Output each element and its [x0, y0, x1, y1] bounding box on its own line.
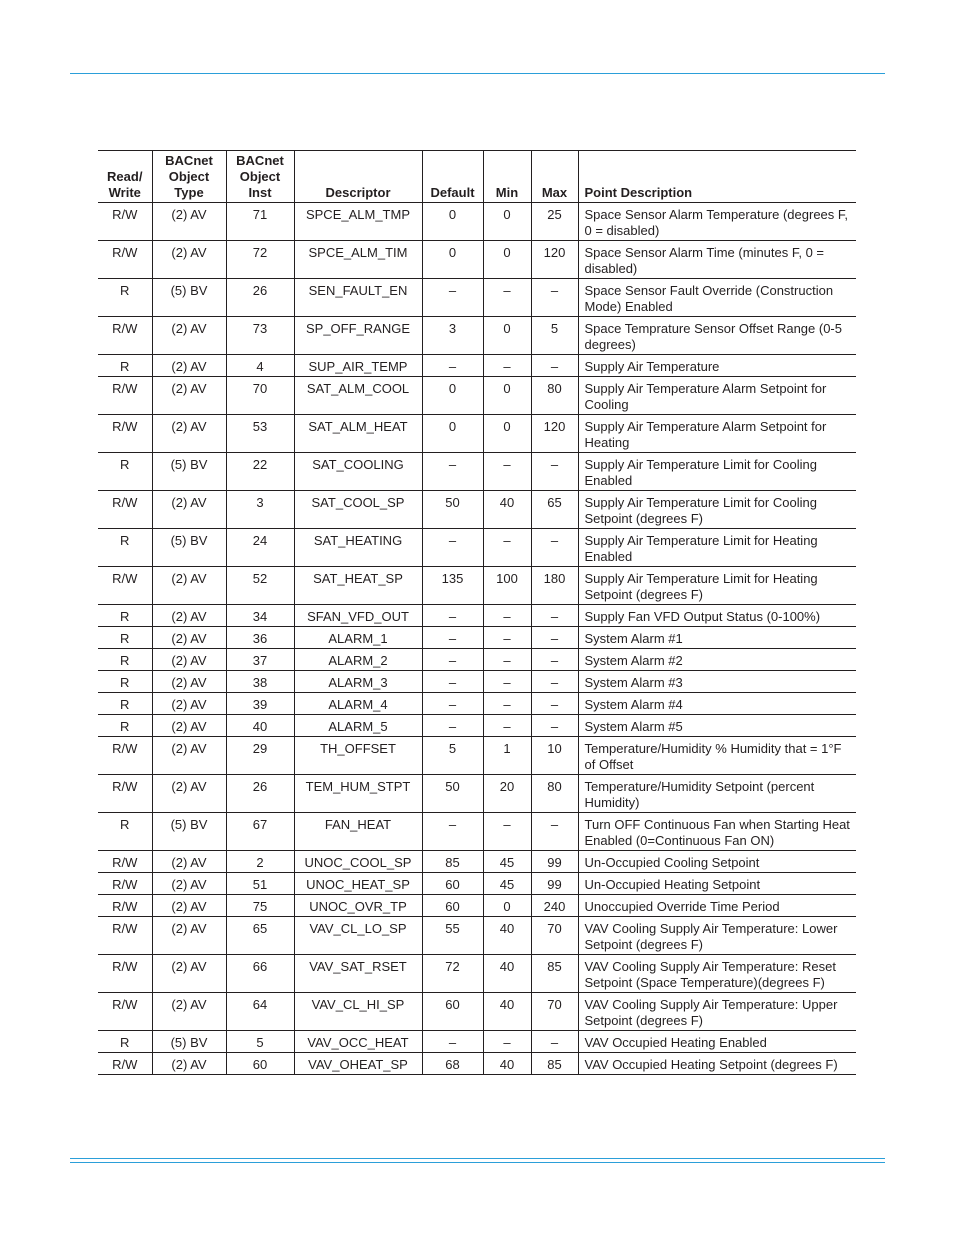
col-descriptor: Descriptor [294, 151, 422, 203]
table-row [98, 851, 856, 873]
cell-max: 25 [531, 203, 578, 241]
cell-point-description: System Alarm #2 [578, 649, 856, 671]
cell-object-inst: 34 [226, 605, 294, 627]
table-row [98, 203, 856, 241]
cell-descriptor: UNOC_COOL_SP [294, 851, 422, 873]
cell-object-type: (2) AV [152, 649, 226, 671]
cell-descriptor: VAV_CL_HI_SP [294, 993, 422, 1031]
cell-point-description: System Alarm #3 [578, 671, 856, 693]
cell-default: 135 [422, 567, 483, 605]
cell-min: – [483, 529, 531, 567]
cell-read-write: R [98, 529, 152, 567]
cell-default: 0 [422, 203, 483, 241]
cell-descriptor: SEN_FAULT_EN [294, 279, 422, 317]
cell-descriptor: UNOC_HEAT_SP [294, 873, 422, 895]
cell-default: 72 [422, 955, 483, 993]
cell-read-write: R/W [98, 377, 152, 415]
cell-min: 0 [483, 317, 531, 355]
cell-read-write: R/W [98, 873, 152, 895]
cell-default: – [422, 715, 483, 737]
cell-descriptor: TH_OFFSET [294, 737, 422, 775]
cell-object-type: (2) AV [152, 377, 226, 415]
cell-object-inst: 38 [226, 671, 294, 693]
cell-object-inst: 70 [226, 377, 294, 415]
cell-default: 0 [422, 415, 483, 453]
cell-max: – [531, 605, 578, 627]
cell-descriptor: SAT_HEAT_SP [294, 567, 422, 605]
table-row [98, 567, 856, 605]
cell-object-inst: 29 [226, 737, 294, 775]
table-row [98, 737, 856, 775]
col-max: Max [531, 151, 578, 203]
cell-max: – [531, 355, 578, 377]
cell-min: – [483, 693, 531, 715]
cell-min: 100 [483, 567, 531, 605]
cell-object-type: (2) AV [152, 671, 226, 693]
table-row [98, 715, 856, 737]
table-row [98, 993, 856, 1031]
cell-read-write: R/W [98, 1053, 152, 1075]
cell-read-write: R [98, 355, 152, 377]
cell-object-type: (2) AV [152, 851, 226, 873]
cell-point-description: VAV Occupied Heating Enabled [578, 1031, 856, 1053]
cell-point-description: Supply Air Temperature Limit for Heating Setpoint (degrees F) [578, 567, 856, 605]
cell-descriptor: VAV_CL_LO_SP [294, 917, 422, 955]
cell-object-inst: 71 [226, 203, 294, 241]
cell-descriptor: SPCE_ALM_TMP [294, 203, 422, 241]
cell-min: – [483, 453, 531, 491]
cell-default: 0 [422, 377, 483, 415]
cell-min: 0 [483, 377, 531, 415]
cell-max: 120 [531, 241, 578, 279]
table-row [98, 491, 856, 529]
table-row [98, 671, 856, 693]
cell-default: 55 [422, 917, 483, 955]
cell-max: 80 [531, 775, 578, 813]
cell-min: 0 [483, 241, 531, 279]
header-rule [70, 73, 885, 74]
cell-min: – [483, 627, 531, 649]
cell-max: 85 [531, 1053, 578, 1075]
cell-object-inst: 39 [226, 693, 294, 715]
cell-max: 10 [531, 737, 578, 775]
cell-max: 70 [531, 917, 578, 955]
col-object-type: BACnet Object Type [152, 151, 226, 203]
cell-read-write: R/W [98, 917, 152, 955]
cell-read-write: R/W [98, 851, 152, 873]
cell-descriptor: SAT_COOL_SP [294, 491, 422, 529]
cell-object-inst: 4 [226, 355, 294, 377]
cell-default: 85 [422, 851, 483, 873]
cell-min: – [483, 355, 531, 377]
cell-read-write: R [98, 605, 152, 627]
table-row [98, 355, 856, 377]
cell-point-description: Temperature/Humidity Setpoint (percent Humidity) [578, 775, 856, 813]
cell-object-type: (5) BV [152, 453, 226, 491]
cell-point-description: Supply Air Temperature Limit for Cooling Enabled [578, 453, 856, 491]
cell-min: – [483, 279, 531, 317]
cell-point-description: Supply Fan VFD Output Status (0-100%) [578, 605, 856, 627]
cell-point-description: Supply Air Temperature Alarm Setpoint for Cooling [578, 377, 856, 415]
table-row [98, 649, 856, 671]
cell-read-write: R/W [98, 203, 152, 241]
cell-object-inst: 26 [226, 279, 294, 317]
cell-descriptor: SAT_COOLING [294, 453, 422, 491]
cell-descriptor: VAV_OCC_HEAT [294, 1031, 422, 1053]
cell-read-write: R/W [98, 491, 152, 529]
cell-object-inst: 64 [226, 993, 294, 1031]
cell-object-inst: 65 [226, 917, 294, 955]
cell-descriptor: SAT_HEATING [294, 529, 422, 567]
cell-min: 0 [483, 203, 531, 241]
cell-object-type: (2) AV [152, 895, 226, 917]
cell-point-description: Space Sensor Fault Override (Construction Mode) Enabled [578, 279, 856, 317]
cell-point-description: VAV Cooling Supply Air Temperature: Lower Setpoint (degrees F) [578, 917, 856, 955]
cell-default: 60 [422, 895, 483, 917]
cell-point-description: Temperature/Humidity % Humidity that = 1°F of Offset [578, 737, 856, 775]
bacnet-points-table [98, 150, 856, 1075]
cell-object-type: (2) AV [152, 993, 226, 1031]
cell-object-inst: 37 [226, 649, 294, 671]
cell-point-description: Space Sensor Alarm Time (minutes F, 0 = disabled) [578, 241, 856, 279]
cell-max: – [531, 813, 578, 851]
cell-object-inst: 2 [226, 851, 294, 873]
cell-object-type: (2) AV [152, 775, 226, 813]
cell-read-write: R/W [98, 415, 152, 453]
cell-read-write: R [98, 813, 152, 851]
cell-object-inst: 3 [226, 491, 294, 529]
cell-read-write: R/W [98, 775, 152, 813]
cell-point-description: VAV Cooling Supply Air Temperature: Upper Setpoint (degrees F) [578, 993, 856, 1031]
cell-min: 0 [483, 415, 531, 453]
cell-object-type: (2) AV [152, 415, 226, 453]
cell-descriptor: SPCE_ALM_TIM [294, 241, 422, 279]
col-object-inst: BACnet Object Inst [226, 151, 294, 203]
cell-min: – [483, 649, 531, 671]
cell-max: 120 [531, 415, 578, 453]
cell-default: 5 [422, 737, 483, 775]
cell-min: – [483, 715, 531, 737]
cell-read-write: R [98, 453, 152, 491]
cell-min: 40 [483, 993, 531, 1031]
cell-max: 180 [531, 567, 578, 605]
cell-descriptor: VAV_SAT_RSET [294, 955, 422, 993]
cell-min: 40 [483, 917, 531, 955]
cell-point-description: Turn OFF Continuous Fan when Starting Heat Enabled (0=Continuous Fan ON) [578, 813, 856, 851]
cell-max: – [531, 671, 578, 693]
table-row [98, 1053, 856, 1075]
cell-min: – [483, 813, 531, 851]
cell-object-type: (5) BV [152, 279, 226, 317]
cell-default: – [422, 355, 483, 377]
table-row [98, 317, 856, 355]
cell-max: – [531, 715, 578, 737]
cell-min: 45 [483, 873, 531, 895]
cell-descriptor: VAV_OHEAT_SP [294, 1053, 422, 1075]
cell-point-description: Supply Air Temperature Limit for Heating Enabled [578, 529, 856, 567]
cell-point-description: System Alarm #4 [578, 693, 856, 715]
cell-object-type: (2) AV [152, 355, 226, 377]
cell-max: – [531, 1031, 578, 1053]
cell-object-inst: 67 [226, 813, 294, 851]
cell-point-description: VAV Occupied Heating Setpoint (degrees F) [578, 1053, 856, 1075]
cell-default: 60 [422, 873, 483, 895]
cell-default: 50 [422, 491, 483, 529]
cell-min: – [483, 605, 531, 627]
cell-object-type: (2) AV [152, 241, 226, 279]
col-min: Min [483, 151, 531, 203]
cell-object-inst: 73 [226, 317, 294, 355]
cell-object-type: (2) AV [152, 715, 226, 737]
table-row [98, 627, 856, 649]
col-read-write: Read/ Write [98, 151, 152, 203]
cell-default: 60 [422, 993, 483, 1031]
footer-rule [70, 1158, 885, 1163]
cell-read-write: R/W [98, 241, 152, 279]
cell-read-write: R [98, 627, 152, 649]
cell-default: 68 [422, 1053, 483, 1075]
cell-default: – [422, 453, 483, 491]
cell-read-write: R [98, 1031, 152, 1053]
cell-max: – [531, 649, 578, 671]
cell-object-inst: 40 [226, 715, 294, 737]
cell-min: – [483, 671, 531, 693]
cell-default: – [422, 813, 483, 851]
cell-object-inst: 66 [226, 955, 294, 993]
cell-min: 20 [483, 775, 531, 813]
table-row [98, 605, 856, 627]
cell-max: 85 [531, 955, 578, 993]
cell-descriptor: UNOC_OVR_TP [294, 895, 422, 917]
table-row [98, 813, 856, 851]
cell-point-description: Supply Air Temperature Alarm Setpoint for Heating [578, 415, 856, 453]
table-row [98, 917, 856, 955]
cell-object-inst: 22 [226, 453, 294, 491]
cell-descriptor: SAT_ALM_HEAT [294, 415, 422, 453]
cell-default: – [422, 1031, 483, 1053]
cell-object-inst: 36 [226, 627, 294, 649]
cell-read-write: R/W [98, 317, 152, 355]
cell-point-description: Supply Air Temperature [578, 355, 856, 377]
cell-object-type: (5) BV [152, 529, 226, 567]
cell-max: – [531, 279, 578, 317]
cell-max: – [531, 529, 578, 567]
cell-min: 1 [483, 737, 531, 775]
cell-point-description: Un-Occupied Cooling Setpoint [578, 851, 856, 873]
cell-point-description: Supply Air Temperature Limit for Cooling Setpoint (degrees F) [578, 491, 856, 529]
cell-default: – [422, 649, 483, 671]
table-row [98, 529, 856, 567]
cell-max: – [531, 693, 578, 715]
cell-read-write: R [98, 279, 152, 317]
cell-min: 40 [483, 491, 531, 529]
cell-object-type: (5) BV [152, 1031, 226, 1053]
cell-min: 40 [483, 1053, 531, 1075]
cell-point-description: VAV Cooling Supply Air Temperature: Reset Setpoint (Space Temperature)(degrees F) [578, 955, 856, 993]
cell-descriptor: ALARM_2 [294, 649, 422, 671]
cell-object-inst: 5 [226, 1031, 294, 1053]
cell-point-description: Space Sensor Alarm Temperature (degrees F, 0 = disabled) [578, 203, 856, 241]
cell-object-type: (2) AV [152, 203, 226, 241]
cell-object-type: (2) AV [152, 1053, 226, 1075]
cell-read-write: R [98, 693, 152, 715]
cell-descriptor: TEM_HUM_STPT [294, 775, 422, 813]
cell-object-type: (2) AV [152, 737, 226, 775]
cell-object-inst: 51 [226, 873, 294, 895]
cell-read-write: R/W [98, 737, 152, 775]
table-row [98, 453, 856, 491]
cell-read-write: R [98, 649, 152, 671]
cell-object-inst: 75 [226, 895, 294, 917]
cell-object-inst: 53 [226, 415, 294, 453]
cell-descriptor: ALARM_3 [294, 671, 422, 693]
cell-read-write: R [98, 715, 152, 737]
table-row [98, 241, 856, 279]
cell-descriptor: SUP_AIR_TEMP [294, 355, 422, 377]
cell-max: – [531, 627, 578, 649]
cell-point-description: Unoccupied Override Time Period [578, 895, 856, 917]
cell-max: 70 [531, 993, 578, 1031]
cell-descriptor: FAN_HEAT [294, 813, 422, 851]
cell-object-type: (2) AV [152, 627, 226, 649]
table-row [98, 775, 856, 813]
table-row [98, 873, 856, 895]
cell-max: 65 [531, 491, 578, 529]
cell-point-description: Space Temprature Sensor Offset Range (0-5 degrees) [578, 317, 856, 355]
cell-default: 0 [422, 241, 483, 279]
cell-object-type: (2) AV [152, 605, 226, 627]
cell-object-type: (2) AV [152, 491, 226, 529]
cell-object-type: (2) AV [152, 693, 226, 715]
cell-object-inst: 60 [226, 1053, 294, 1075]
cell-object-inst: 52 [226, 567, 294, 605]
cell-default: – [422, 529, 483, 567]
cell-max: 99 [531, 873, 578, 895]
table-row [98, 895, 856, 917]
cell-descriptor: SFAN_VFD_OUT [294, 605, 422, 627]
cell-descriptor: ALARM_4 [294, 693, 422, 715]
cell-max: 240 [531, 895, 578, 917]
cell-object-type: (2) AV [152, 873, 226, 895]
table-row [98, 955, 856, 993]
cell-descriptor: SP_OFF_RANGE [294, 317, 422, 355]
cell-object-inst: 24 [226, 529, 294, 567]
cell-default: – [422, 627, 483, 649]
cell-point-description: Un-Occupied Heating Setpoint [578, 873, 856, 895]
header-row [98, 151, 856, 203]
cell-default: – [422, 671, 483, 693]
cell-default: – [422, 693, 483, 715]
cell-read-write: R [98, 671, 152, 693]
table-row [98, 377, 856, 415]
table-row [98, 1031, 856, 1053]
col-default: Default [422, 151, 483, 203]
cell-object-type: (2) AV [152, 567, 226, 605]
cell-descriptor: ALARM_1 [294, 627, 422, 649]
cell-read-write: R/W [98, 895, 152, 917]
cell-default: 50 [422, 775, 483, 813]
cell-max: – [531, 453, 578, 491]
cell-max: 5 [531, 317, 578, 355]
cell-object-type: (2) AV [152, 917, 226, 955]
cell-default: 3 [422, 317, 483, 355]
cell-min: 0 [483, 895, 531, 917]
cell-point-description: System Alarm #5 [578, 715, 856, 737]
cell-read-write: R/W [98, 567, 152, 605]
cell-read-write: R/W [98, 955, 152, 993]
cell-min: 40 [483, 955, 531, 993]
col-point-description: Point Description [578, 151, 856, 203]
cell-default: – [422, 279, 483, 317]
cell-point-description: System Alarm #1 [578, 627, 856, 649]
cell-object-inst: 72 [226, 241, 294, 279]
cell-min: 45 [483, 851, 531, 873]
cell-object-type: (2) AV [152, 955, 226, 993]
table-row [98, 415, 856, 453]
cell-object-type: (5) BV [152, 813, 226, 851]
cell-max: 99 [531, 851, 578, 873]
cell-default: – [422, 605, 483, 627]
cell-max: 80 [531, 377, 578, 415]
table-row [98, 693, 856, 715]
cell-descriptor: ALARM_5 [294, 715, 422, 737]
table-row [98, 279, 856, 317]
cell-read-write: R/W [98, 993, 152, 1031]
cell-object-inst: 26 [226, 775, 294, 813]
cell-min: – [483, 1031, 531, 1053]
cell-descriptor: SAT_ALM_COOL [294, 377, 422, 415]
cell-object-type: (2) AV [152, 317, 226, 355]
